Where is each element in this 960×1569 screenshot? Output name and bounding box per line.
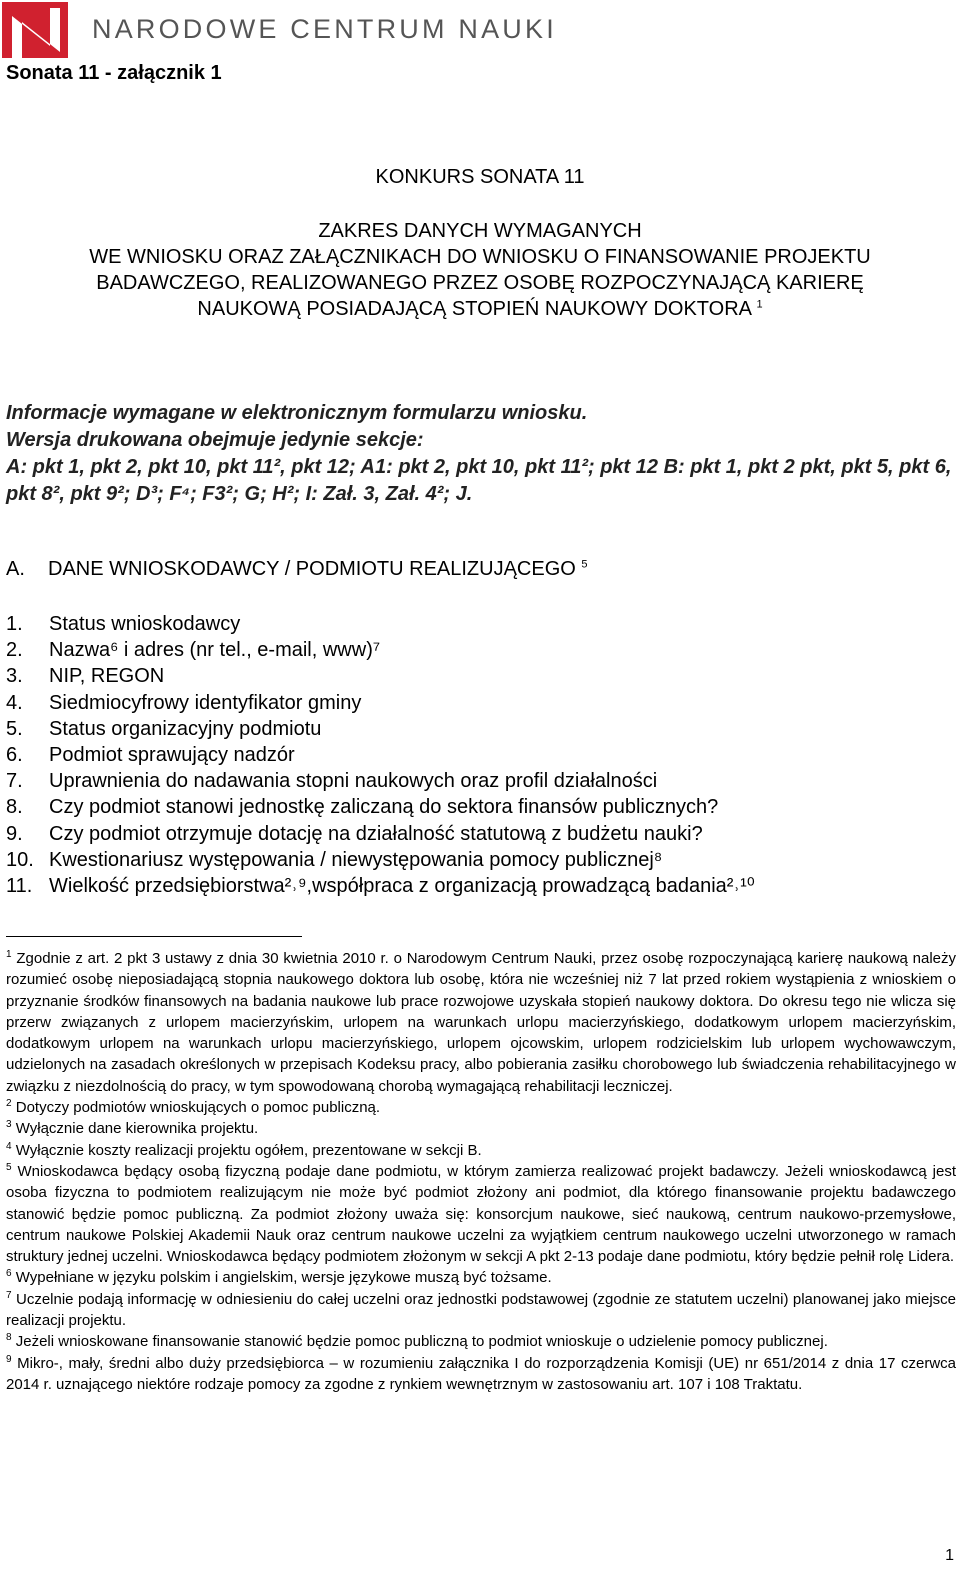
scope-line: ZAKRES DANYCH WYMAGANYCH [318, 220, 642, 242]
list-item-number: 1. [6, 613, 23, 635]
list-item-text: Siedmiocyfrowy identyfikator gminy [49, 691, 362, 714]
list-item-text: Czy podmiot stanowi jednostkę zaliczaną do sektora finansów publicznych? [49, 796, 719, 819]
footnote [6, 1118, 956, 1139]
info-sections: A: pkt 1, pkt 2, pkt 10, pkt 11², pkt 12; A1: pkt 2, pkt 10, pkt 11²; pkt 12 B: pkt 1, pkt 2 pkt, pkt 5, pkt 6, pkt 8², pkt 9²; D³; F⁴; F3²; G; H²; I: Zał. 3, Zał. 4²; J. [6, 456, 952, 505]
footnote [6, 1140, 956, 1161]
footnote-number: 1 [6, 949, 12, 960]
list-item-number: 11. [6, 875, 33, 898]
footnote-text: Mikro-, mały, średni albo duży przedsiębiorca – w rozumieniu załącznika I do rozporządzenia Komisji (UE) nr 651/2014 z dnia 17 czerwca 2014 r. uznającego niektóre rodzaje pomocy za zgodne z rynkiem wewnętrznym w zastosowaniu art. 107 i 108 Traktatu. [6, 1354, 957, 1393]
list-item-text: Nazwa⁶ i adres (nr tel., e-mail, www)⁷ [49, 639, 381, 662]
page-number: 1 [945, 1547, 954, 1564]
list-item-number: 3. [6, 665, 23, 688]
contest-title: KONKURS SONATA 11 [375, 166, 585, 188]
list-item [6, 663, 755, 689]
footnote [6, 1353, 956, 1396]
list-item [6, 637, 755, 663]
footnote [6, 1289, 956, 1332]
list-item-text: Czy podmiot otrzymuje dotację na działalność statutową z budżetu nauki? [49, 822, 703, 845]
list-item-text: Wielkość przedsiębiorstwa²˒⁹,współpraca z organizacją prowadzącą badania²˒¹⁰ [49, 875, 755, 898]
footnote-text: Zgodnie z art. 2 pkt 3 ustawy z dnia 30 kwietnia 2010 r. o Narodowym Centrum Nauki, przez osobę rozpoczynającą karierę naukową należy rozumieć osobę nieposiadającą stopnia naukowego doktora lub osobę, która nie wcześniej niż 7 lat przed rokiem wystąpienia z wnioskiem o przyznanie środków finansowych na badania naukowe lub prace rozwojowe uzyskała stopień naukowy doktora. Do okresu tego nie wlicza się przerw związanych z urlopem macierzyńskim, urlopem na warunkach urlopu macierzyńskiego, dodatkowym urlopem macierzyńskim, dodatkowym urlopem na warunkach urlopu macierzyńskiego, urlopem ojcowskim, urlopem rodzicielskim lub urlopem wychowawczym, udzielonych na zasadach określonych w przepisach Kodeksu pracy, albo pobierania zasiłku chorobowego lub świadczenia rehabilitacyjnego w związku z niezdolnością do pracy, w tym spowodowaną chorobą wymagającą rehabilitacji leczniczej. [6, 950, 956, 1095]
footnotes [6, 948, 956, 1395]
list-item [6, 873, 755, 899]
footnote [6, 1267, 956, 1288]
footnote-text: Wyłącznie dane kierownika projektu. [15, 1120, 259, 1138]
footnote-number: 7 [6, 1289, 12, 1301]
list-item [6, 794, 755, 820]
list-item-number: 6. [6, 744, 23, 767]
list-item-text: Uprawnienia do nadawania stopni naukowych oraz profil działalności [49, 770, 658, 793]
list-item-number: 7. [6, 770, 23, 793]
list-item-text: Status organizacyjny podmiotu [49, 717, 322, 740]
scope-heading [0, 218, 960, 322]
list-item [6, 742, 755, 768]
footnote-text: Wypełniane w języku polskim i angielskim, wersje językowe muszą być tożsame. [15, 1269, 552, 1287]
list-item-number: 5. [6, 717, 23, 740]
list-item [6, 690, 755, 716]
scope-line: BADAWCZEGO, REALIZOWANEGO PRZEZ OSOBĘ ROZPOCZYNAJĄCĄ KARIERĘ [96, 272, 864, 294]
footnote [6, 948, 956, 1097]
footnote-separator [6, 936, 302, 937]
footnote [6, 1331, 956, 1352]
footnote-number: 2 [6, 1098, 12, 1110]
footnote-text: Jeżeli wnioskowane finansowanie stanowić będzie pomoc publiczną to podmiot wnioskuje o udzielenie pomocy publicznej. [15, 1333, 828, 1351]
footnote-number: 9 [6, 1353, 12, 1365]
scope-line-text: NAUKOWĄ POSIADAJĄCĄ STOPIEŃ NAUKOWY DOKTORA [197, 298, 751, 320]
list-item-text: Kwestionariusz występowania / niewystępowania pomocy publicznej⁸ [49, 848, 663, 871]
document-title: Sonata 11 - załącznik 1 [6, 62, 222, 84]
list-item-number: 2. [6, 639, 23, 662]
footnote-number: 3 [6, 1119, 12, 1131]
list-item-number: 8. [6, 796, 23, 819]
section-a-list [6, 611, 755, 899]
footnote-text: Dotyczy podmiotów wnioskujących o pomoc publiczną. [15, 1099, 381, 1117]
list-item [6, 847, 755, 873]
list-item-number: 10. [6, 848, 34, 871]
list-item [6, 716, 755, 742]
list-item [6, 611, 755, 637]
footnote [6, 1097, 956, 1118]
footnote-text: Wyłącznie koszty realizacji projektu ogółem, prezentowane w sekcji B. [15, 1141, 482, 1159]
footnote-number: 6 [6, 1268, 12, 1280]
section-title: DANE WNIOSKODAWCY / PODMIOTU REALIZUJĄCEGO [48, 558, 576, 580]
list-item [6, 768, 755, 794]
list-item-text: Podmiot sprawujący nadzór [49, 744, 295, 767]
list-item-number: 9. [6, 822, 23, 845]
footnote-number: 4 [6, 1140, 12, 1152]
ncn-logo-icon [2, 2, 68, 58]
list-item-text: Status wnioskodawcy [49, 613, 241, 635]
footnote-text: Wnioskodawca będący osobą fizyczną podaje dane podmiotu, w którym zamierza realizować projekt badawczy. Jeżeli wnioskodawcą jest osoba fizyczna to podmiotem realizującym nie może być podmiot złożony ani podmiot, dla którego finansowanie projektu badawczego stanowić będzie pomoc publiczną. Za podmiot złożony uważa się: konsorcjum naukowe, sieć naukową, centrum naukowo-przemysłowe, centrum naukowe Polskiej Akademii Nauk oraz centrum naukowe uczelni za wyjątkiem centrum naukowego uczelni utworzonego w ramach struktury jednej uczelni. Wnioskodawca będący podmiotem złożonym w sekcji A pkt 2-13 podaje dane podmiotu, który będzie pełnił rolę Lidera. [6, 1162, 957, 1266]
info-line: Wersja drukowana obejmuje jedynie sekcje: [6, 429, 424, 451]
scope-line [0, 296, 960, 322]
footnote-ref: 1 [756, 298, 763, 311]
info-line: Informacje wymagane w elektronicznym formularzu wniosku. [6, 402, 588, 424]
footnote-number: 8 [6, 1332, 12, 1344]
footnote-text: Uczelnie podają informację w odniesieniu do całej uczelni oraz jednostki podstawowej (zgodnie ze statutem uczelni) planowanej jako miejsce realizacji projektu. [6, 1290, 956, 1330]
list-item-text: NIP, REGON [49, 665, 165, 688]
footnote-number: 5 [6, 1161, 12, 1173]
list-item-number: 4. [6, 691, 23, 714]
footnote [6, 1161, 956, 1267]
section-a-heading [6, 558, 588, 581]
list-item [6, 821, 755, 847]
section-letter: A. [6, 558, 25, 580]
org-name: NARODOWE CENTRUM NAUKI [92, 14, 557, 44]
scope-line: WE WNIOSKU ORAZ ZAŁĄCZNIKACH DO WNIOSKU O FINANSOWANIE PROJEKTU [89, 246, 871, 268]
footnote-ref: 5 [581, 558, 588, 571]
info-block [6, 400, 958, 508]
